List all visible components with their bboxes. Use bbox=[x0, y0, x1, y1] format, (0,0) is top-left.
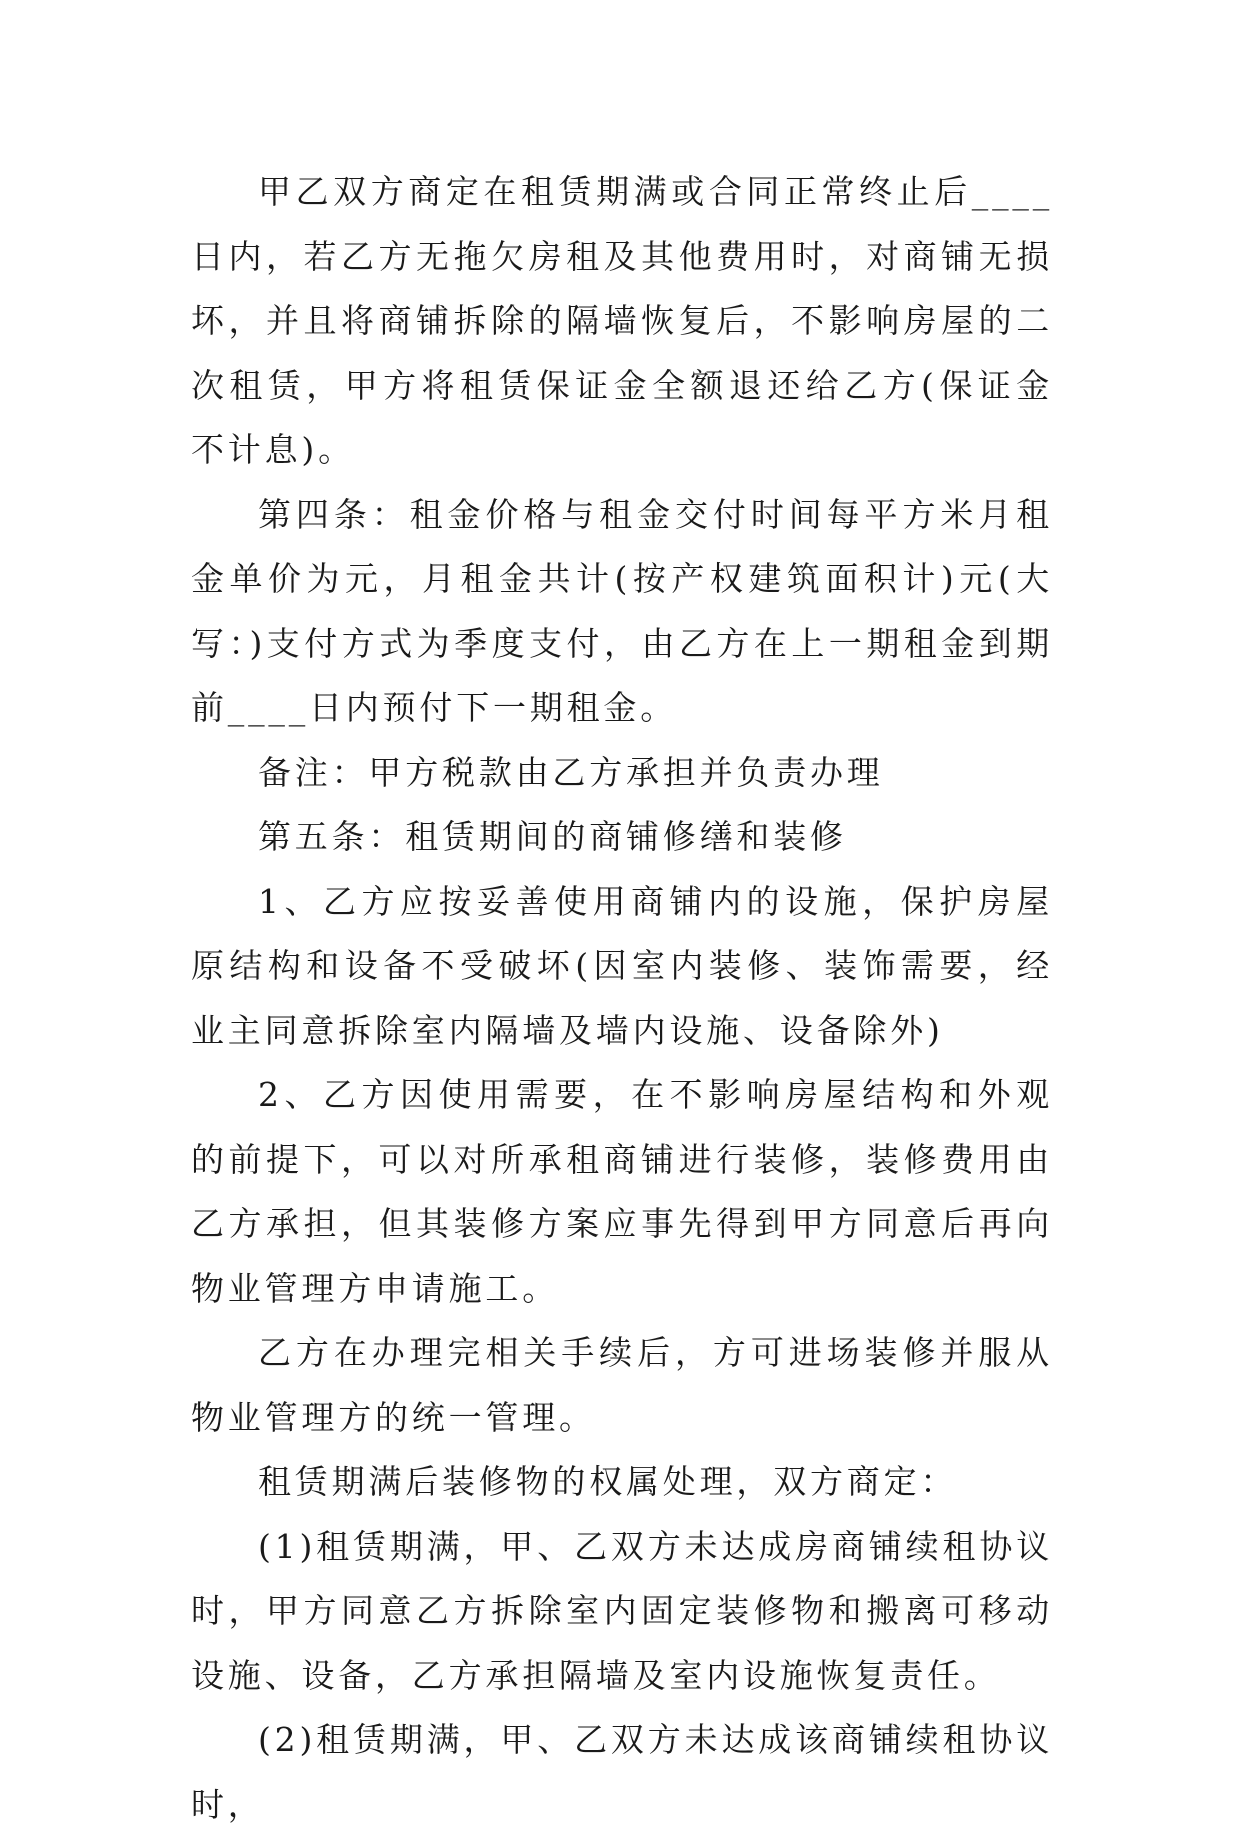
paragraph-clause-2: (2)租赁期满，甲、乙双方未达成该商铺续租协议时， bbox=[191, 1720, 1053, 1824]
paragraph-procedures: 乙方在办理完相关手续后，方可进场装修并服从物业管理方的统一管理。 bbox=[191, 1333, 1053, 1437]
paragraph-clause-1: (1)租赁期满，甲、乙双方未达成房商铺续租协议时，甲方同意乙方拆除室内固定装修物和搬离可移动设施、设备，乙方承担隔墙及室内设施恢复责任。 bbox=[191, 1526, 1053, 1695]
paragraph-note-tax: 备注：甲方税款由乙方承担并负责办理 bbox=[258, 752, 884, 792]
document-body bbox=[191, 160, 1053, 1837]
paragraph-deposit-refund: 甲乙双方商定在租赁期满或合同正常终止后____日内，若乙方无拖欠房租及其他费用时，对商铺无损坏，并且将商铺拆除的隔墙恢复后，不影响房屋的二次租赁，甲方将租赁保证金全额退还给乙方(保证金不计息)。 bbox=[191, 172, 1053, 469]
paragraph-ownership-intro: 租赁期满后装修物的权属处理，双方商定： bbox=[258, 1462, 958, 1501]
paragraph-article-5-heading: 第五条：租赁期间的商铺修缮和装修 bbox=[258, 817, 847, 856]
paragraph-item-2: 2、乙方因使用需要，在不影响房屋结构和外观的前提下，可以对所承租商铺进行装修，装修费用由乙方承担，但其装修方案应事先得到甲方同意后再向物业管理方申请施工。 bbox=[191, 1075, 1053, 1308]
paragraph-item-1: 1、乙方应按妥善使用商铺内的设施，保护房屋原结构和设备不受破坏(因室内装修、装饰需要，经业主同意拆除室内隔墙及墙内设施、设备除外) bbox=[191, 881, 1053, 1050]
paragraph-article-4-rent: 第四条：租金价格与租金交付时间每平方米月租金单价为元，月租金共计(按产权建筑面积计)元(大写：)支付方式为季度支付，由乙方在上一期租金到期前____日内预付下一期租金。 bbox=[191, 494, 1053, 727]
